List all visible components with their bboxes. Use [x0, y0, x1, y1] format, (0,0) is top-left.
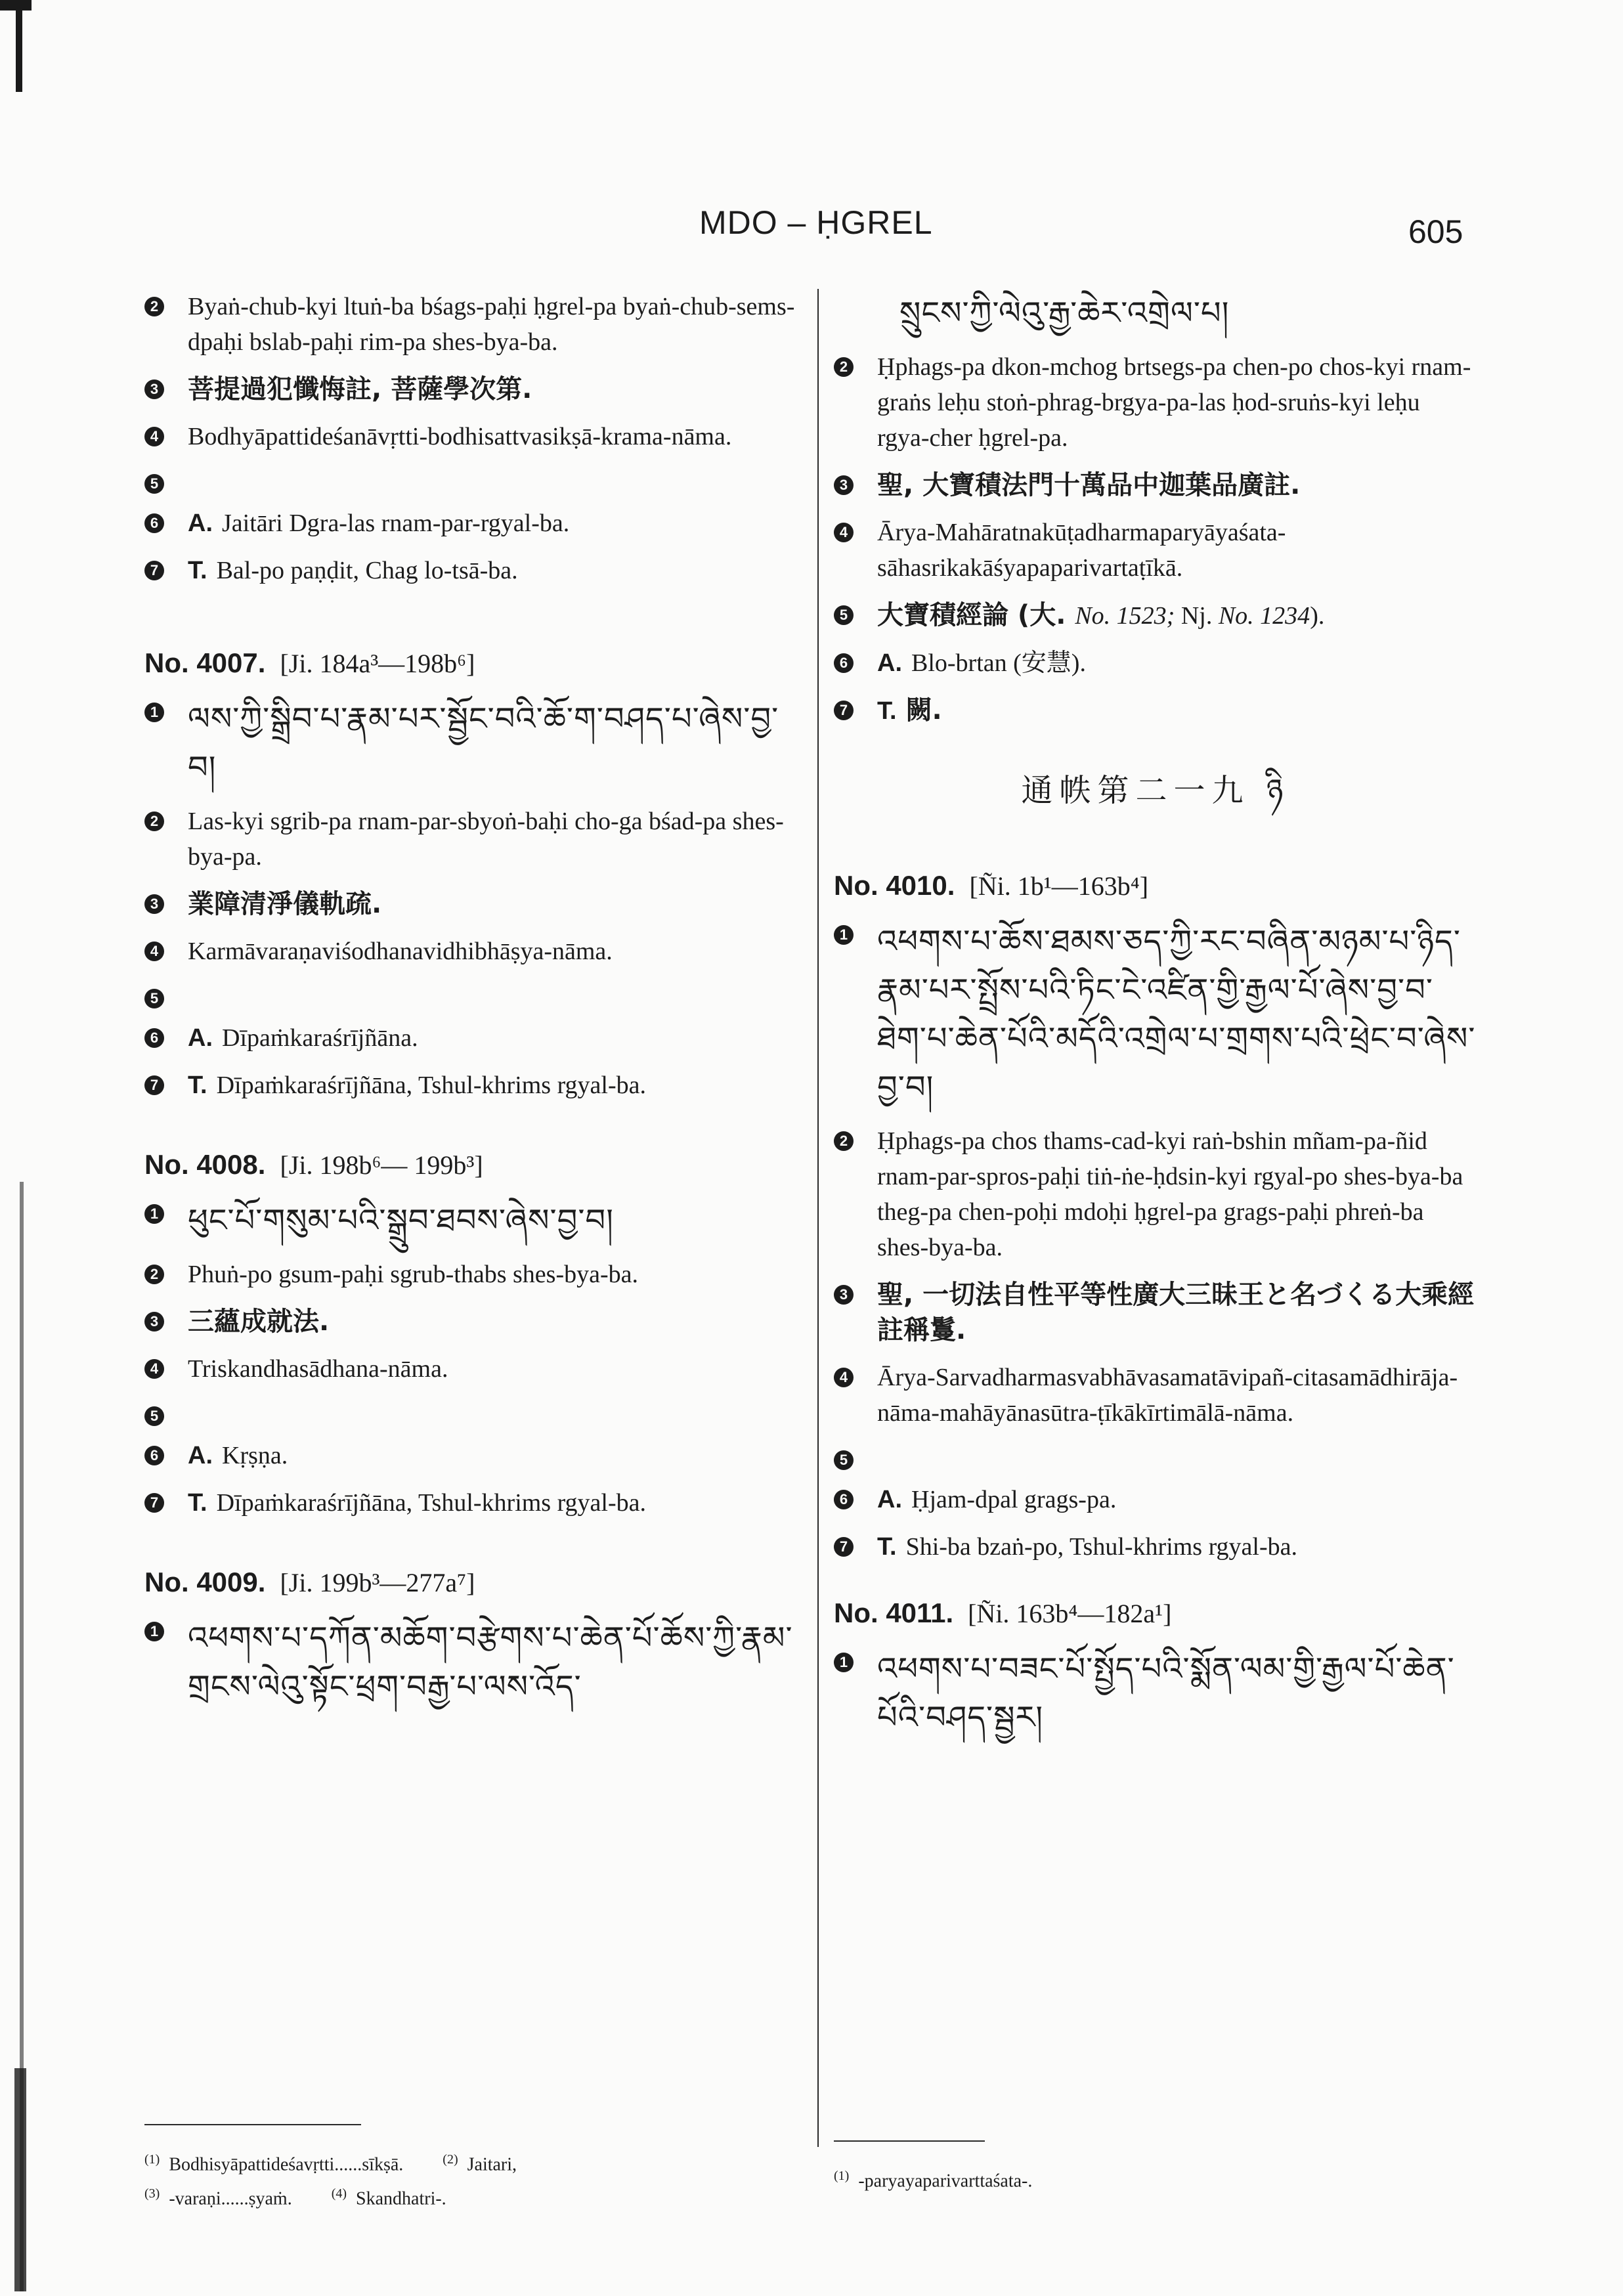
footnote-row: [144, 2145, 788, 2179]
line-text: No. 1234: [1218, 602, 1310, 630]
line-text: Blo-brtan (安慧).: [911, 649, 1086, 677]
entry-number: No. 4010.: [834, 870, 955, 901]
footnote: [144, 2179, 292, 2213]
entry-line: [834, 597, 1477, 634]
line-label: T.: [877, 1533, 897, 1561]
entry-line: [144, 1614, 801, 1711]
line-number-badge: 6: [144, 1446, 164, 1465]
line-number-badge: 5: [834, 605, 854, 625]
tibetan-title: འཕགས་པ་དཀོན་མཆོག་བརྩེགས་པ་ཆེན་པོ་ཆོས་ཀྱི་རྣམ་གྲངས་ལེའུ་སྟོང་ཕྲག་བརྒྱ་པ་ལས་འོད་: [188, 1620, 793, 1705]
entry-line: [834, 1277, 1477, 1348]
tibetan-title: འཕགས་པ་བཟང་པོ་སྤྱོད་པའི་སྨོན་ལམ་གྱི་རྒྱལ་པོ་ཆེན་པོའི་བཤད་སྦྱར།: [877, 1651, 1455, 1736]
line-number-badge: 3: [144, 379, 164, 399]
page-number: 605: [1408, 213, 1463, 250]
catalog-entry-4011: [834, 1597, 1477, 1742]
header-title: MDO – ḤGREL: [699, 204, 933, 241]
line-text: Dīpaṁkaraśrījñāna.: [222, 1024, 418, 1052]
catalog-entry-4008: [144, 1149, 801, 1521]
entry-line: [834, 645, 1477, 681]
line-label: T.: [188, 1072, 207, 1099]
line-number-badge: 7: [144, 561, 164, 580]
entry-folio-ref: [Ñi. 1b¹—163b⁴]: [969, 871, 1149, 901]
left-footnotes: [144, 2124, 788, 2214]
line-text: Karmāvaraṇaviśodhanavidhibhāṣya-nāma.: [188, 938, 613, 965]
entry-line: [144, 289, 801, 360]
footnote: [443, 2145, 517, 2179]
line-number-badge: 5: [144, 989, 164, 1008]
entry-folio-ref: [Ji. 198b⁶— 199b³]: [280, 1150, 483, 1180]
line-number-badge: 2: [144, 297, 164, 316]
line-number-badge: 3: [144, 894, 164, 914]
line-text: Bal-po paṇḍit, Chag lo-tsā-ba.: [216, 557, 518, 584]
line-number-badge: 5: [834, 1450, 854, 1470]
line-number-badge: 4: [144, 1359, 164, 1379]
line-number-badge: 7: [144, 1075, 164, 1095]
line-number-badge: 5: [144, 1406, 164, 1426]
line-number-badge: 3: [834, 475, 854, 495]
line-text: 聖, 大寶積法門十萬品中迦葉品廣註.: [877, 470, 1301, 500]
entry-line: [144, 1304, 801, 1339]
entry-continued: [144, 289, 801, 588]
line-number-badge: 5: [144, 474, 164, 494]
right-column: [834, 289, 1477, 1788]
entry-line: [834, 349, 1477, 456]
entry-line: [144, 1485, 801, 1521]
tibetan-title: ཕུང་པོ་གསུམ་པའི་སྒྲུབ་ཐབས་ཞེས་བྱ་བ།: [188, 1202, 614, 1239]
entry-line: [144, 1068, 801, 1103]
page-edge-binding: [0, 0, 39, 2296]
line-text: Dīpaṁkaraśrījñāna, Tshul-khrims rgyal-ba.: [216, 1489, 647, 1517]
line-label: A.: [188, 1024, 213, 1052]
line-text: Nj.: [1175, 602, 1219, 630]
entry-line: [144, 1398, 801, 1426]
running-header: [0, 204, 1623, 256]
line-text: No. 1523;: [1075, 602, 1175, 630]
footnote-row: [144, 2179, 788, 2213]
line-label: A.: [188, 1442, 213, 1469]
entry-heading: [834, 1597, 1477, 1629]
catalog-entry-4009: [144, 1567, 801, 1711]
line-label: A.: [877, 649, 902, 677]
line-number-badge: 3: [144, 1312, 164, 1332]
line-text: Kṛṣṇa.: [222, 1442, 288, 1469]
line-label: T.: [188, 1489, 207, 1517]
footnote-rule: [834, 2140, 985, 2142]
entry-line: [834, 1123, 1477, 1265]
footnote: [834, 2161, 1032, 2196]
line-text: 聖, 一切法自性平等性廣大三昧王と名づくる大乘經註稱鬘.: [877, 1280, 1475, 1345]
line-number-badge: 4: [144, 942, 164, 961]
footnote-text: Bodhisyāpattideśavṛtti......sīkṣā.: [169, 2154, 404, 2175]
entry-line: [144, 1020, 801, 1056]
entry-line: [144, 419, 801, 454]
line-number-badge: 4: [144, 427, 164, 446]
entry-line: [144, 1196, 801, 1245]
entry-line: [144, 372, 801, 407]
entry-line: [144, 506, 801, 541]
line-number-badge: 1: [144, 703, 164, 722]
volume-heading: 通帙第二一九 ཉི: [1021, 772, 1290, 809]
entry-line: [834, 289, 1477, 337]
right-footnotes: [834, 2140, 1425, 2196]
line-number-badge: 6: [834, 653, 854, 673]
line-number-badge: 4: [834, 1368, 854, 1387]
line-label: A.: [188, 509, 213, 537]
footnote-text: -paryayaparivarttaśata-.: [858, 2171, 1033, 2192]
line-number-badge: 6: [144, 513, 164, 533]
line-label: T.: [877, 697, 897, 725]
catalog-entry-4010: [834, 870, 1477, 1565]
entry-number: No. 4008.: [144, 1149, 266, 1180]
line-text: Byaṅ-chub-kyi ltuṅ-ba bśags-paḥi ḥgrel-pa byaṅ-chub-sems-dpaḥi bslab-paḥi rim-pa shes-bya-ba.: [188, 293, 795, 356]
entry-number: No. 4007.: [144, 647, 266, 678]
entry-line: [144, 466, 801, 494]
line-text: Ārya-Sarvadharmasvabhāvasamatāvipañ-citasamādhirāja-nāma-mahāyānasūtra-ṭīkākīrtimālā-nāma.: [877, 1364, 1458, 1427]
line-text: 大寶積經論 (大.: [877, 600, 1075, 630]
line-number-badge: 6: [834, 1490, 854, 1509]
line-text: 菩提過犯懺悔註, 菩薩學次第.: [188, 374, 532, 404]
footnote: [144, 2145, 403, 2179]
footnote-row: [834, 2161, 1425, 2196]
entry-line: [834, 1360, 1477, 1431]
line-label: A.: [877, 1486, 902, 1513]
entry-heading: [144, 1567, 801, 1598]
column-divider: [817, 289, 819, 2147]
footnote-rule: [144, 2124, 361, 2125]
line-text: Jaitāri Dgra-las rnam-par-rgyal-ba.: [222, 509, 570, 537]
footnote-mark: (2): [443, 2152, 458, 2167]
line-number-badge: 1: [144, 1204, 164, 1224]
line-number-badge: 1: [834, 1653, 854, 1672]
line-text: 業障清淨儀軌疏.: [188, 889, 382, 919]
line-text: Ḥjam-dpal grags-pa.: [911, 1486, 1117, 1513]
line-text: Dīpaṁkaraśrījñāna, Tshul-khrims rgyal-ba.: [216, 1072, 647, 1099]
tibetan-title: ལས་ཀྱི་སྒྲིབ་པ་རྣམ་པར་སྦྱོང་བའི་ཆོ་ག་བཤད་པ་ཞེས་བྱ་བ།: [188, 701, 779, 786]
tibetan-title-continuation: སྲུངས་ཀྱི་ལེའུ་རྒྱ་ཆེར་འགྲེལ་པ།: [899, 295, 1230, 332]
entry-line: [834, 917, 1477, 1112]
line-number-badge: 6: [144, 1028, 164, 1048]
line-number-badge: 2: [144, 1265, 164, 1284]
line-number-badge: 1: [144, 1622, 164, 1641]
line-text: Triskandhasādhana-nāma.: [188, 1355, 448, 1383]
left-column: [144, 289, 801, 1757]
entry-line: [144, 1438, 801, 1473]
line-text: Ḥphags-pa chos thams-cad-kyi raṅ-bshin mñam-pa-ñid rnam-par-spros-paḥi tiṅ-ṅe-ḥdsin-kyi rgyal-po shes-bya-ba theg-pa chen-poḥi mdoḥi ḥgrel-pa grags-paḥi phreṅ-ba shes-bya-ba.: [877, 1127, 1463, 1261]
line-number-badge: 7: [834, 1537, 854, 1557]
line-number-badge: 3: [834, 1285, 854, 1305]
entry-continued: [834, 349, 1477, 729]
entry-line: [144, 981, 801, 1008]
entry-number: No. 4011.: [834, 1597, 954, 1628]
line-text: ).: [1310, 602, 1325, 630]
line-number-badge: 1: [834, 925, 854, 945]
entry-heading: [834, 870, 1477, 901]
footnote-mark: (1): [834, 2169, 850, 2183]
entry-line: [834, 693, 1477, 729]
line-text: Phuṅ-po gsum-paḥi sgrub-thabs shes-bya-ba.: [188, 1261, 639, 1288]
entry-line: [144, 553, 801, 588]
entry-line: [144, 1257, 801, 1292]
entry-line: [144, 695, 801, 792]
entry-line: [144, 804, 801, 875]
line-text: Ārya-Mahāratnakūṭadharmaparyāyaśata-sāhasrikakāśyapaparivartaṭīkā.: [877, 519, 1286, 582]
footnote-text: Jaitari,: [467, 2154, 517, 2175]
entry-line: [834, 1482, 1477, 1517]
line-number-badge: 7: [144, 1493, 164, 1513]
entry-line: [834, 515, 1477, 586]
footnote-mark: (1): [144, 2152, 160, 2167]
entry-line: [834, 1442, 1477, 1470]
tibetan-title: འཕགས་པ་ཆོས་ཐམས་ཅད་ཀྱི་རང་བཞིན་མཉམ་པ་ཉིད་རྣམ་པར་སྤྲོས་པའི་ཏིང་ངེ་འཛིན་གྱི་རྒྱལ་པོ་ཞེས་བྱ་བ་ཐེག་པ་ཆེན་པོའི་མདོའི་འགྲེལ་པ་གྲགས་པའི་ཕྲེང་བ་ཞེས་བྱ་བ།: [877, 923, 1476, 1106]
footnote-text: -varaṇi......ṣyaṁ.: [169, 2188, 292, 2209]
line-number-badge: 7: [834, 701, 854, 720]
line-number-badge: 4: [834, 523, 854, 542]
line-text: Ḥphags-pa dkon-mchog brtsegs-pa chen-po chos-kyi rnam-graṅs leḥu stoṅ-phrag-brgya-pa-las ḥod-sruṅs-kyi leḥu rgya-cher ḥgrel-pa.: [877, 353, 1471, 452]
footnote: [332, 2179, 446, 2213]
line-text: 三蘊成就法.: [188, 1307, 330, 1337]
entry-folio-ref: [Ji. 184a³—198b⁶]: [280, 649, 475, 678]
entry-folio-ref: [Ji. 199b³—277a⁷]: [280, 1568, 475, 1597]
entry-line: [144, 1351, 801, 1387]
footnote-mark: (4): [331, 2186, 347, 2201]
line-number-badge: 2: [834, 1131, 854, 1151]
footnote-mark: (3): [144, 2186, 160, 2201]
entry-folio-ref: [Ñi. 163b⁴—182a¹]: [968, 1599, 1172, 1628]
line-text: 闕.: [905, 695, 942, 726]
line-label: T.: [188, 557, 207, 584]
catalog-entry-4007: [144, 647, 801, 1103]
entry-heading: [144, 1149, 801, 1180]
line-text: Las-kyi sgrib-pa rnam-par-sbyoṅ-baḥi cho-ga bśad-pa shes-bya-pa.: [188, 808, 784, 871]
entry-number: No. 4009.: [144, 1567, 266, 1597]
entry-line: [144, 886, 801, 922]
entry-line: [834, 1645, 1477, 1742]
entry-heading: [144, 647, 801, 679]
line-text: Bodhyāpattideśanāvṛtti-bodhisattvasikṣā-krama-nāma.: [188, 423, 732, 450]
entry-line: [834, 1529, 1477, 1565]
line-number-badge: 2: [834, 357, 854, 377]
footnote-text: Skandhatri-.: [356, 2188, 446, 2209]
line-text: Shi-ba bzaṅ-po, Tshul-khrims rgyal-ba.: [905, 1533, 1298, 1561]
line-number-badge: 2: [144, 812, 164, 831]
entry-line: [834, 467, 1477, 503]
entry-line: [144, 934, 801, 969]
